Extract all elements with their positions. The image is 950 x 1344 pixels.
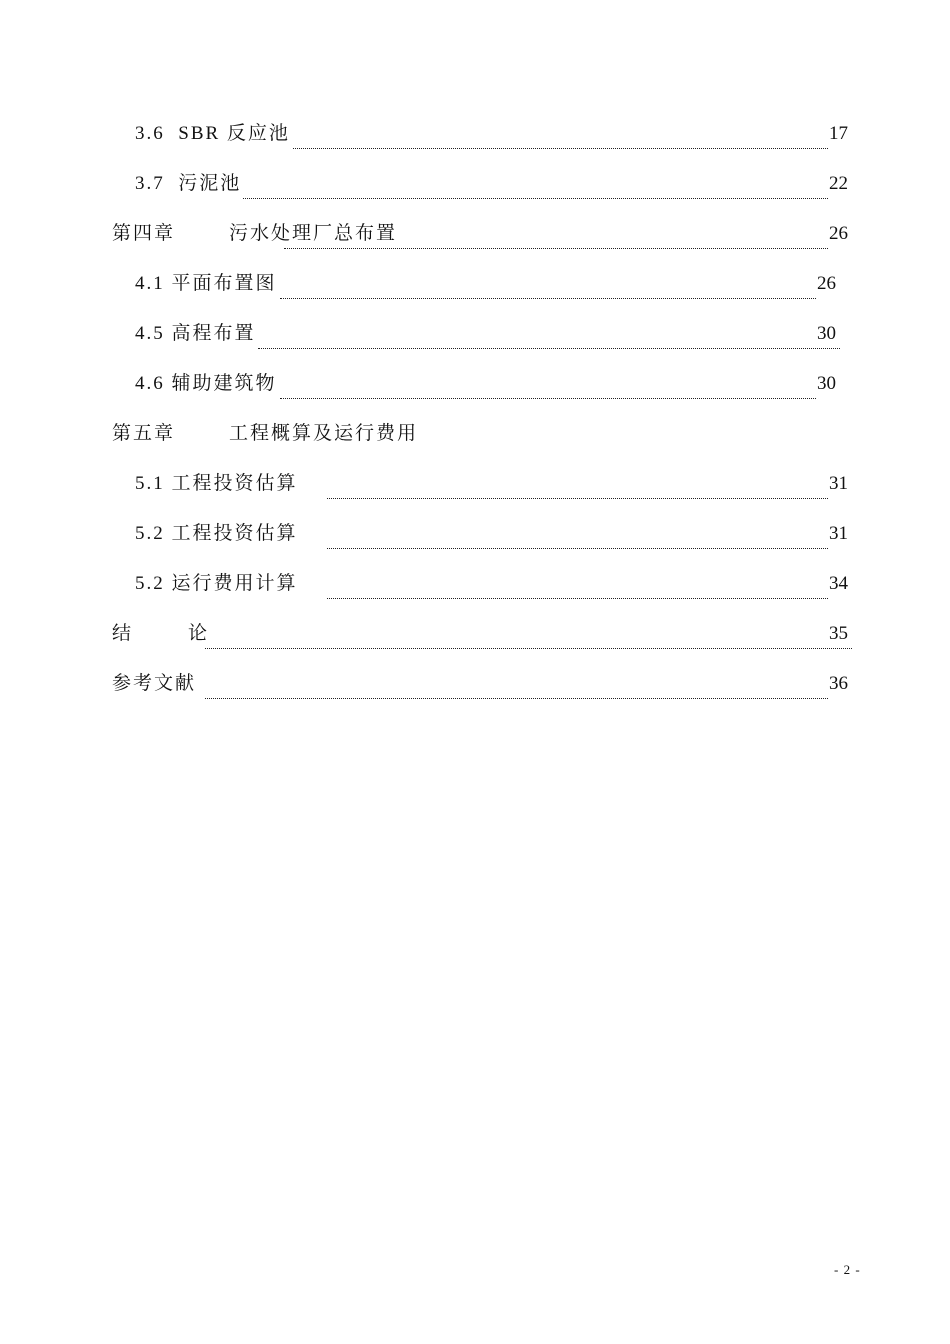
toc-entry-conclusion[interactable] bbox=[0, 622, 950, 652]
toc-entry-page-number: 30 bbox=[817, 373, 836, 394]
toc-entry-4-1[interactable] bbox=[0, 272, 950, 302]
toc-entry-page-number: 30 bbox=[817, 323, 836, 344]
toc-entry-label: 3.6 SBR 反应池 bbox=[135, 123, 290, 144]
toc-dot-leader bbox=[205, 698, 828, 699]
toc-entry-label: 3.7 污泥池 bbox=[135, 173, 242, 194]
toc-entry-3-7[interactable] bbox=[0, 172, 950, 202]
toc-dot-leader bbox=[284, 248, 828, 249]
toc-entry-chapter-4[interactable] bbox=[0, 222, 950, 252]
toc-dot-leader bbox=[327, 598, 828, 599]
toc-entry-page-number: 36 bbox=[829, 673, 848, 694]
toc-entry-references[interactable] bbox=[0, 672, 950, 702]
page-number-footer: - 2 - bbox=[834, 1262, 861, 1277]
toc-entry-label: 5.2 工程投资估算 bbox=[135, 523, 298, 544]
toc-dot-leader bbox=[280, 398, 816, 399]
toc-entry-5-2-investment[interactable] bbox=[0, 522, 950, 552]
toc-dot-leader bbox=[258, 348, 840, 349]
toc-entry-label: 结 论 bbox=[112, 623, 208, 644]
toc-entry-page-number: 26 bbox=[829, 223, 848, 244]
toc-entry-page-number: 31 bbox=[829, 473, 848, 494]
toc-entry-page-number: 17 bbox=[829, 123, 848, 144]
toc-entry-page-number: 35 bbox=[829, 623, 848, 644]
toc-dot-leader bbox=[327, 548, 828, 549]
toc-entry-5-1[interactable] bbox=[0, 472, 950, 502]
toc-entry-page-number: 22 bbox=[829, 173, 848, 194]
toc-entry-label: 4.6 辅助建筑物 bbox=[135, 373, 277, 394]
toc-dot-leader bbox=[243, 198, 828, 199]
toc-entry-label: 第五章 工程概算及运行费用 bbox=[112, 423, 419, 444]
toc-entry-label: 第四章 污水处理厂总布置 bbox=[112, 223, 398, 244]
toc-entry-4-5[interactable] bbox=[0, 322, 950, 352]
toc-entry-5-2-operating[interactable] bbox=[0, 572, 950, 602]
toc-entry-4-6[interactable] bbox=[0, 372, 950, 402]
toc-entry-label: 4.1 平面布置图 bbox=[135, 273, 277, 294]
toc-entry-page-number: 34 bbox=[829, 573, 848, 594]
toc-entry-label: 5.1 工程投资估算 bbox=[135, 473, 298, 494]
toc-dot-leader bbox=[280, 298, 816, 299]
toc-entry-chapter-5[interactable] bbox=[0, 422, 950, 452]
toc-entry-label: 5.2 运行费用计算 bbox=[135, 573, 298, 594]
toc-entry-page-number: 31 bbox=[829, 523, 848, 544]
toc-dot-leader bbox=[205, 648, 852, 649]
toc-entry-3-6[interactable] bbox=[0, 122, 950, 152]
toc-entry-label: 4.5 高程布置 bbox=[135, 323, 256, 344]
toc-dot-leader bbox=[293, 148, 828, 149]
toc-entry-label: 参考文献 bbox=[112, 673, 197, 694]
toc-entry-page-number: 26 bbox=[817, 273, 836, 294]
toc-dot-leader bbox=[327, 498, 828, 499]
